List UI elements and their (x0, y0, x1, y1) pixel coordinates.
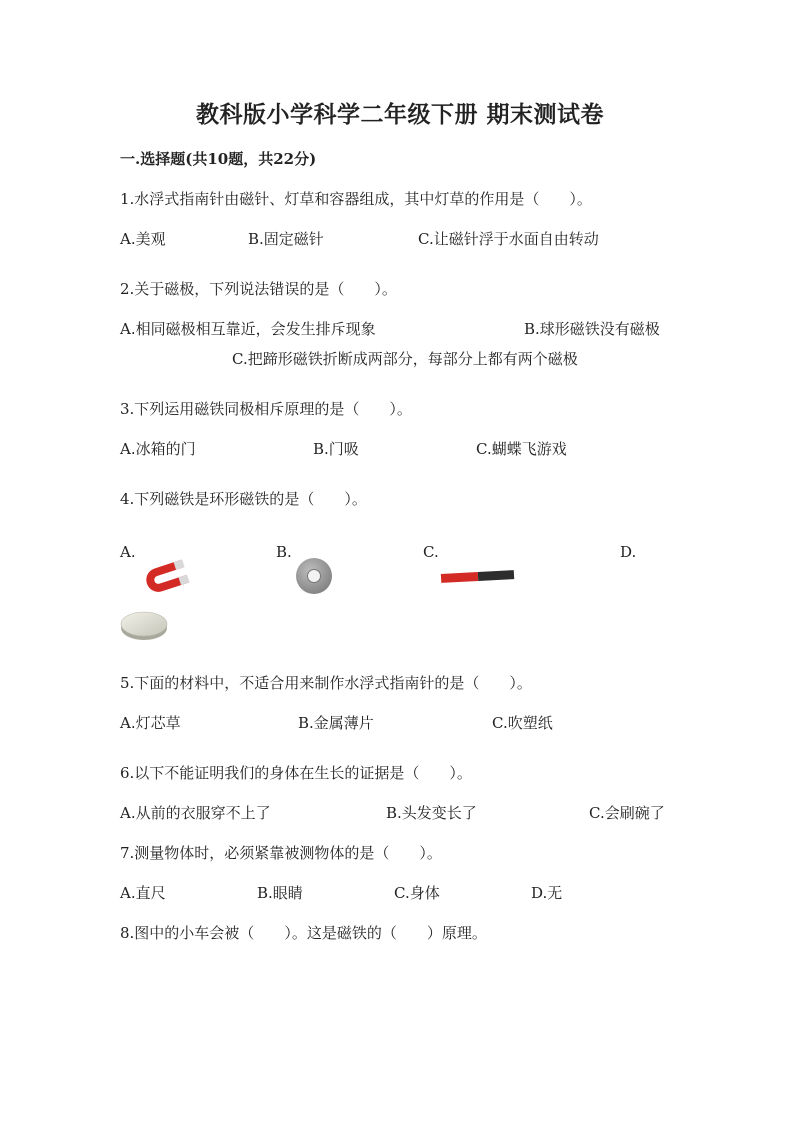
question-1-option-b[interactable]: B.固定磁针 (248, 230, 324, 248)
question-4-stem: 4.下列磁铁是环形磁铁的是（ ）。 (120, 490, 367, 508)
question-6-option-c[interactable]: C.会刷碗了 (589, 804, 665, 822)
question-5-stem: 5.下面的材料中，不适合用来制作水浮式指南针的是（ ）。 (120, 674, 532, 692)
question-3-option-b[interactable]: B.门吸 (313, 440, 359, 458)
question-4-option-b[interactable]: B. (276, 543, 292, 561)
question-7-stem: 7.测量物体时，必须紧靠被测物体的是（ ）。 (120, 844, 442, 862)
question-4-option-d[interactable]: D. (620, 543, 637, 561)
question-7-option-b[interactable]: B.眼睛 (257, 884, 303, 902)
question-6-option-a[interactable]: A.从前的衣服穿不上了 (120, 804, 271, 822)
question-8-stem: 8.图中的小车会被（ ）。这是磁铁的（ ）原理。 (120, 924, 487, 942)
question-5-option-c[interactable]: C.吹塑纸 (492, 714, 553, 732)
question-6-stem: 6.以下不能证明我们的身体在生长的证据是（ ）。 (120, 764, 472, 782)
question-1-option-a[interactable]: A.美观 (120, 230, 166, 248)
disc-magnet-image (118, 606, 170, 642)
question-7-option-c[interactable]: C.身体 (394, 884, 440, 902)
question-5-option-b[interactable]: B.金属薄片 (298, 714, 374, 732)
question-1-option-c[interactable]: C.让磁针浮于水面自由转动 (418, 230, 599, 248)
question-2-option-c[interactable]: C.把蹄形磁铁折断成两部分，每部分上都有两个磁极 (232, 350, 578, 368)
question-3-option-c[interactable]: C.蝴蝶飞游戏 (476, 440, 567, 458)
question-2-stem: 2.关于磁极，下列说法错误的是（ ）。 (120, 280, 397, 298)
question-6-option-b[interactable]: B.头发变长了 (386, 804, 477, 822)
ring-magnet-image (294, 556, 334, 596)
bar-magnet-image (440, 568, 516, 584)
question-7-option-d[interactable]: D.无 (531, 884, 563, 902)
section-heading: 一.选择题(共10题，共22分) (120, 150, 317, 168)
question-3-stem: 3.下列运用磁铁同极相斥原理的是（ ）。 (120, 400, 412, 418)
question-1-stem: 1.水浮式指南针由磁针、灯草和容器组成，其中灯草的作用是（ ）。 (120, 190, 592, 208)
page-title: 教科版小学科学二年级下册 期末测试卷 (195, 101, 604, 128)
question-4-option-c[interactable]: C. (423, 543, 439, 561)
question-2-option-a[interactable]: A.相同磁极相互靠近，会发生排斥现象 (120, 320, 376, 338)
question-5-option-a[interactable]: A.灯芯草 (120, 714, 181, 732)
question-3-option-a[interactable]: A.冰箱的门 (120, 440, 196, 458)
question-2-option-b[interactable]: B.球形磁铁没有磁极 (524, 320, 660, 338)
question-4-option-a[interactable]: A. (120, 543, 136, 561)
question-7-option-a[interactable]: A.直尺 (120, 884, 166, 902)
horseshoe-magnet-image (134, 558, 194, 598)
